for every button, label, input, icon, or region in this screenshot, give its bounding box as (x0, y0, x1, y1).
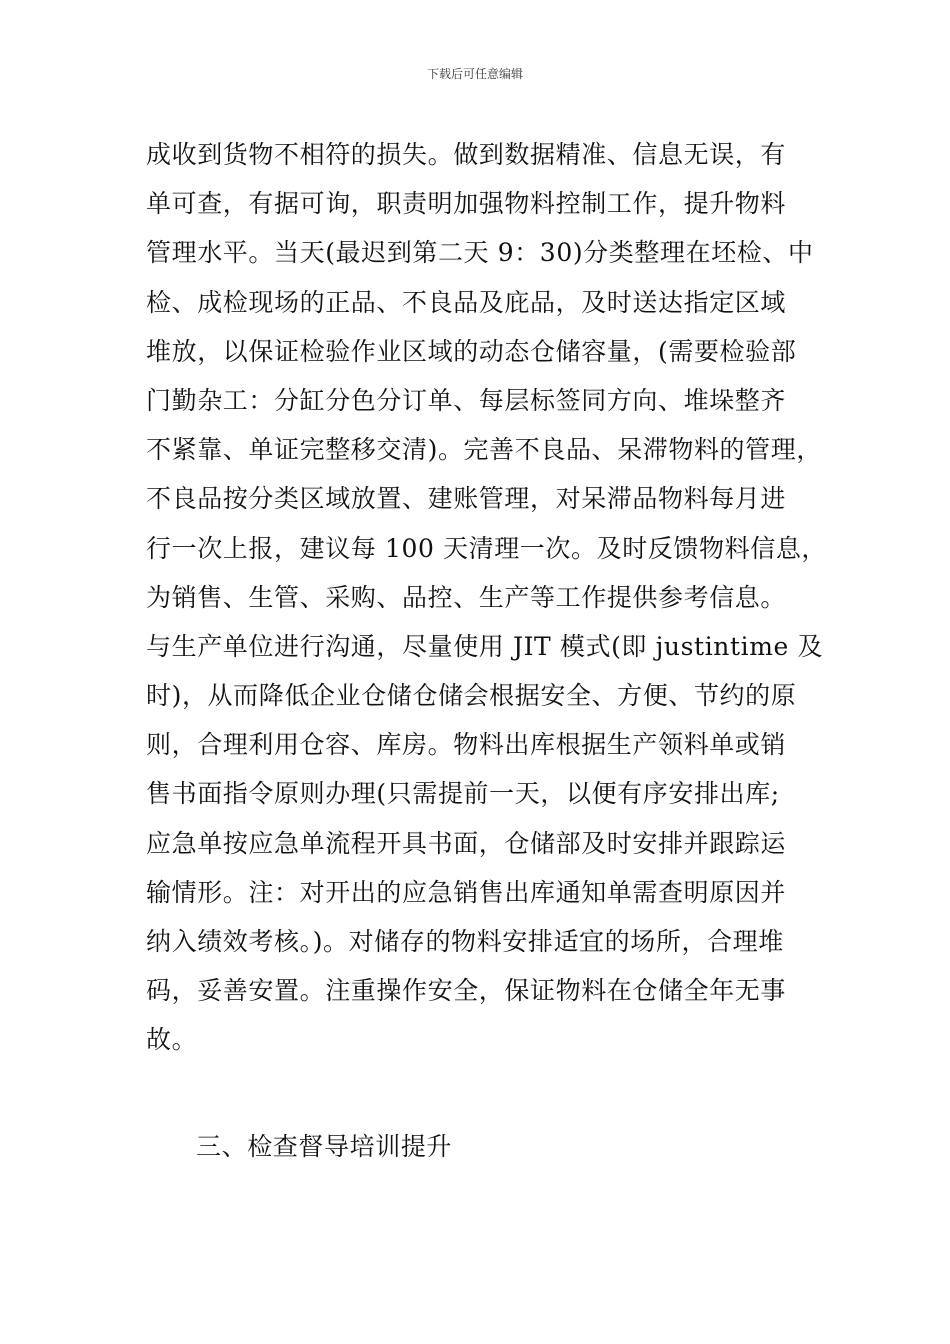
section-heading: 三、检查督导培训提升 (196, 1132, 453, 1161)
page-header-caption: 下载后可任意编辑 (426, 67, 523, 81)
paragraph-line: 堆放，以保证检验作业区域的动态仓储容量，(需要检验部 (146, 336, 797, 366)
paragraph-line: 纳入绩效考核。)。对储存的物料安排适宜的场所，合理堆 (146, 927, 784, 956)
paragraph-line: 成收到货物不相符的损失。做到数据精准、信息无误，有 (146, 140, 787, 169)
paragraph-line: 时)，从而降低企业仓储仓储会根据安全、方便、节约的原 (146, 681, 797, 711)
paragraph-line: 码，妥善安置。注重操作安全，保证物料在仓储全年无事 (146, 976, 787, 1006)
paragraph-line: 故。 (146, 1025, 198, 1055)
paragraph-line: 不良品按分类区域放置、建账管理，对呆滞品物料每月进 (146, 484, 787, 514)
paragraph-line: 输情形。注：对开出的应急销售出库通知单需查明原因并 (146, 877, 787, 907)
paragraph-line: 管理水平。当天(最迟到第二天 9：30)分类整理在坯检、中 (146, 238, 814, 268)
paragraph-line: 单可查，有据可询，职责明加强物料控制工作，提升物料 (146, 189, 787, 219)
paragraph-line: 不紧靠、单证完整移交清)。完善不良品、呆滞物料的管理， (146, 435, 822, 465)
paragraph-line: 售书面指令原则办理(只需提前一天，以便有序安排出库; (146, 779, 780, 809)
paragraph-line: 门勤杂工：分缸分色分订单、每层标签同方向、堆垛整齐 (146, 385, 787, 415)
paragraph-line: 为销售、生管、采购、品控、生产等工作提供参考信息。 (146, 582, 787, 612)
paragraph-line: 应急单按应急单流程开具书面，仓储部及时安排并跟踪运 (146, 828, 787, 858)
paragraph-line: 与生产单位进行沟通，尽量使用 JIT 模式(即 justintime 及 (146, 631, 824, 661)
body-paragraph (146, 130, 826, 1065)
paragraph-line: 行一次上报，建议每 100 天清理一次。及时反馈物料信息， (146, 533, 828, 563)
paragraph-line: 检、成检现场的正品、不良品及庇品，及时送达指定区域 (146, 287, 787, 317)
paragraph-line: 则，合理利用仓容、库房。物料出库根据生产领料单或销 (146, 730, 787, 760)
